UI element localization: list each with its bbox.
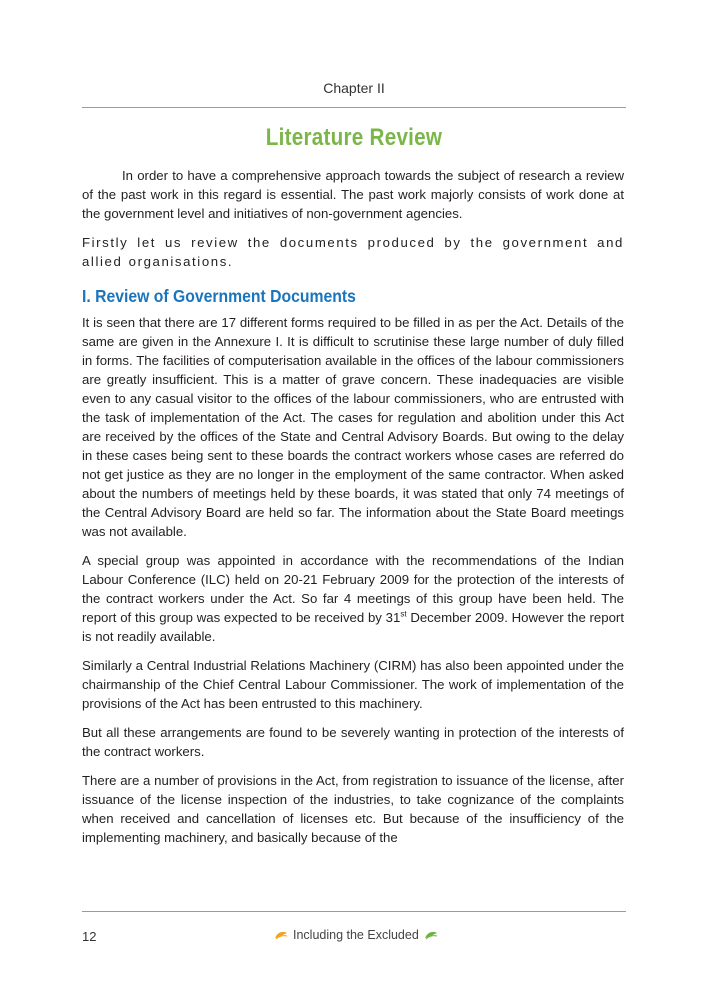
page-number: 12 (82, 929, 97, 944)
book-title-text: Including the Excluded (293, 928, 419, 942)
footer-rule (82, 911, 626, 912)
header-rule (82, 107, 626, 108)
intro-paragraph: In order to have a comprehensive approach towards the subject of research a review of the past work in this regard is essential. The past work majorly consists of work done at the government level and initiatives of non-government agencies. (82, 168, 624, 221)
leaf-left-icon (274, 930, 288, 940)
body-paragraph (82, 551, 624, 646)
page-title: Literature Review (265, 124, 443, 151)
body-paragraph: But all these arrangements are found to be severely wanting in protection of the interests of the contract workers. (82, 725, 624, 759)
body-paragraph: It is seen that there are 17 different forms required to be filled in as per the Act. Details of the same are given in the Annexure I. It is difficult to scrutinise these large number of duly filled in forms. The facilities of computerisation available in the offices of the labour commissioners are greatly insufficient. This is a matter of grave concern. These inadequacies are visible even to any casual visitor to the offices of the labour commissioners, who are entrusted with the task of implementation of the Act. The cases for regulation and abolition under this Act are received by the offices of the State and Central Advisory Boards. But owing to the delay in these cases being sent to these boards the contract workers whose cases are referred do not get justice as they are no longer in the employment of the same contractor. When asked about the numbers of meetings held by these boards, it was stated that only 74 meetings of the Central Advisory Board are held so far. The information about the State Board meetings was not available. (82, 315, 624, 539)
section-heading: I. Review of Government Documents (82, 286, 356, 306)
body-text (82, 166, 624, 857)
chapter-label: Chapter II (323, 80, 385, 96)
body-text-span: December 2009. However the report is not readily available. (82, 610, 624, 644)
body-paragraph: There are a number of provisions in the Act, from registration to issuance of the license, after issuance of the license inspection of the industries, to take cognizance of the complaints when received and cancellation of licenses etc. But because of the insufficiency of the implementing machinery, and basically because of the (82, 773, 624, 845)
body-paragraph: Similarly a Central Industrial Relations Machinery (CIRM) has also been appointed under the chairmanship of the Chief Central Labour Commissioner. The work of implementation of the provisions of the Act has been entrusted to this machinery. (82, 658, 624, 711)
footer-book-title (274, 928, 438, 942)
leaf-right-icon (424, 930, 438, 940)
intro-paragraph: Firstly let us review the documents produced by the government and allied organisations. (82, 235, 624, 269)
ordinal-superscript: st (400, 609, 407, 619)
body-text-span: A special group was appointed in accordance with the recommendations of the Indian Labour Conference (ILC) held on 20-21 February 2009 for the protection of the interests of the contract workers under the Act. So far 4 meetings of this group have been held. The report of this group was expected to be received by 31 (82, 553, 624, 625)
